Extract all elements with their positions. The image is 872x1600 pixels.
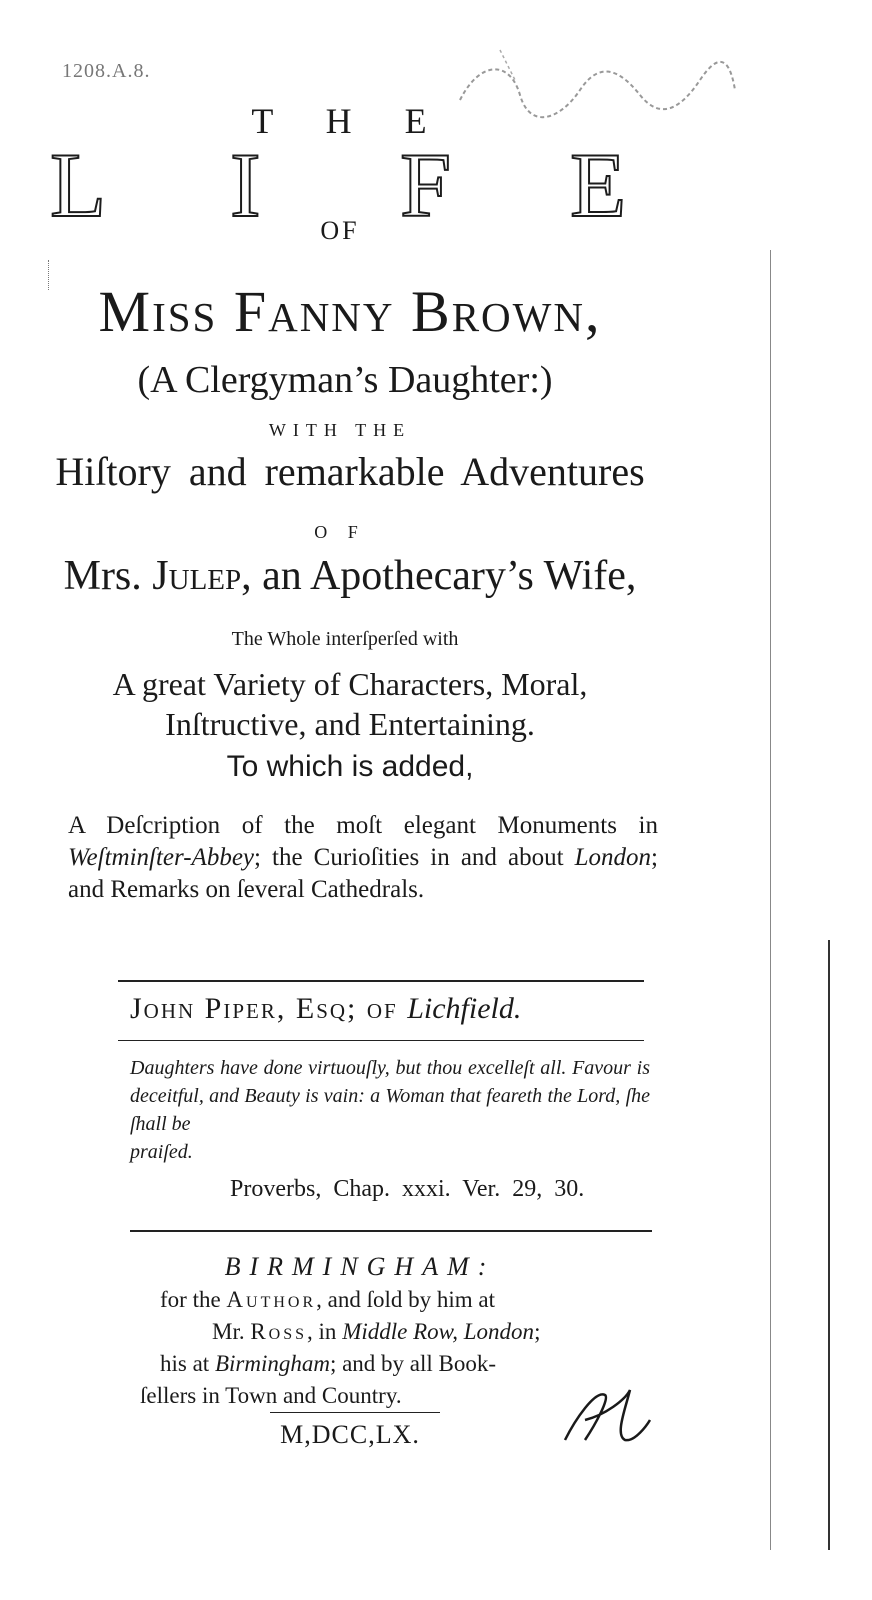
- title-the: T H E: [251, 101, 449, 141]
- imprint-city: BIRMINGHAM:: [224, 1252, 496, 1281]
- epigraph-end: praiſed.: [130, 1141, 193, 1163]
- imprint-line-2-pre: Mr.: [212, 1319, 251, 1344]
- rule-above-date: [270, 1412, 440, 1413]
- of-line: O F: [314, 522, 366, 542]
- rule-above-author: [118, 980, 644, 982]
- imprint-line-3-post: ; and by all Book-: [329, 1351, 497, 1376]
- imprint-line-1: [140, 1284, 650, 1316]
- author-name: John Piper, Eſq; of: [130, 992, 408, 1025]
- heroine-name: Miſs Fanny Brown,: [98, 279, 602, 344]
- rule-below-author: [118, 1040, 644, 1041]
- description-paragraph: [68, 810, 658, 906]
- desc-westminster: Weſtminſter-Abbey: [68, 844, 255, 871]
- imprint-line-3: [140, 1348, 650, 1380]
- imprint-line-3-place: Birmingham: [214, 1351, 330, 1376]
- variety-line-2: Inſtructive, and Entertaining.: [165, 706, 535, 742]
- author-place: Lichfield.: [407, 992, 522, 1025]
- imprint-line-2-mid: , in: [307, 1319, 343, 1344]
- with-the: WITH THE: [268, 420, 412, 440]
- life-letter-e: E: [570, 134, 627, 236]
- imprint-date: M,DCC,LX.: [280, 1420, 420, 1449]
- imprint-line-1-post: , and ſold by him at: [316, 1287, 496, 1312]
- imprint-line-1-author: Author: [226, 1287, 317, 1312]
- desc-part-2: ; the Curioſities in and about: [254, 844, 575, 871]
- life-letter-l: L: [50, 134, 107, 236]
- author-byline: [130, 992, 650, 1026]
- desc-part-1: A Deſcription of the moſt elegant Monuments in: [68, 812, 658, 839]
- right-edge-rule: [828, 940, 830, 1550]
- epigraph-text: Daughters have done virtuouſly, but thou excelleſt all. Favour is deceitful, and Beauty is vain: a Woman that feareth the Lord, ſhe ſhall be: [130, 1057, 650, 1135]
- desc-london: London: [574, 844, 652, 871]
- epigraph: [130, 1054, 650, 1166]
- to-which-added: To which is added,: [226, 750, 474, 783]
- imprint-line-2: [140, 1316, 650, 1348]
- imprint-line-2-name: Ross: [250, 1319, 308, 1344]
- history-line: Hiſtory and remarkable Adventures: [55, 449, 645, 494]
- imprint-line-1-pre: for the: [160, 1287, 227, 1312]
- variety-line-1: A great Variety of Characters, Moral,: [112, 666, 588, 702]
- epigraph-reference: Proverbs, Chap. xxxi. Ver. 29, 30.: [230, 1176, 585, 1202]
- shelfmark: 1208.A.8.: [62, 60, 151, 82]
- title-of: OF: [320, 216, 360, 245]
- imprint-line-2-place: Middle Row, London: [342, 1319, 535, 1344]
- mrs-name: Julep: [152, 553, 242, 599]
- whole-interspersed: The Whole interſperſed with: [231, 628, 459, 650]
- imprint-line-4: ſellers in Town and Country.: [140, 1383, 402, 1408]
- right-margin-rule: [770, 250, 771, 1550]
- handwritten-initials: [555, 1380, 655, 1450]
- imprint-line-3-pre: his at: [160, 1351, 215, 1376]
- rule-above-imprint: [130, 1230, 652, 1232]
- imprint-line-2-post: ;: [534, 1319, 541, 1344]
- mrs-julep-line: [0, 552, 700, 600]
- life-letter-i: I: [230, 134, 261, 236]
- mrs-suffix: , an Apothecary’s Wife,: [241, 553, 637, 599]
- mrs-prefix: Mrs.: [63, 553, 153, 599]
- variety-block: [0, 664, 700, 744]
- desc-part-3: ; and Remarks on ſeveral Cathedrals.: [68, 844, 658, 903]
- subtitle: (A Clergyman’s Daughter:): [137, 359, 553, 401]
- life-letter-f: F: [400, 134, 452, 236]
